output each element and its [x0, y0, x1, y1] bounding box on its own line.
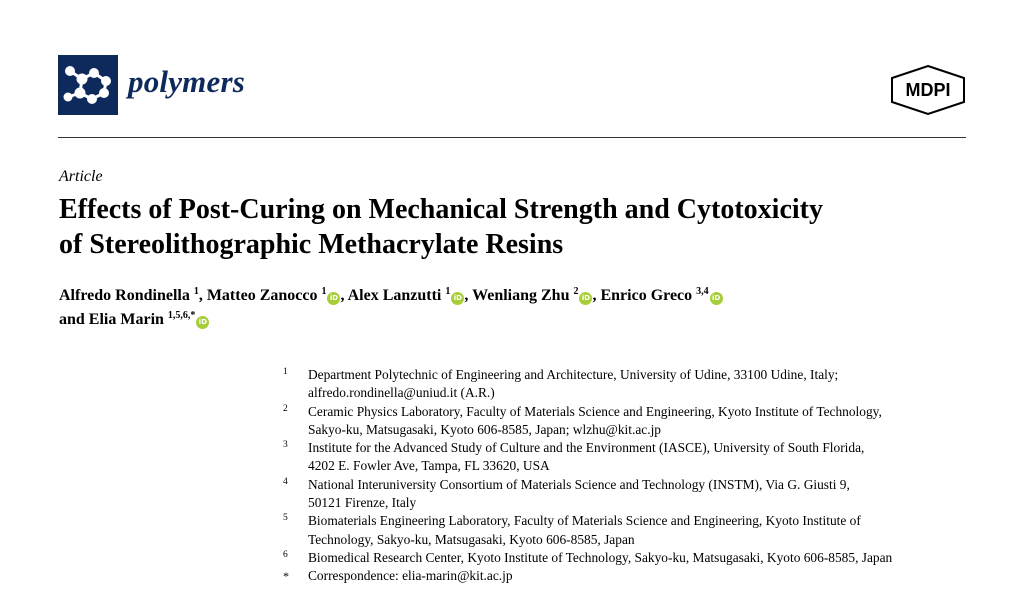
affiliation-number: 2: [283, 403, 288, 414]
author-affiliation-ref: 1,5,6,*: [167, 310, 196, 321]
author-name: Alfredo Rondinella: [59, 287, 190, 304]
orcid-icon[interactable]: iD: [196, 316, 209, 329]
journal-header: [58, 52, 966, 122]
affiliation-number: 6: [283, 549, 288, 560]
title-line-2: of Stereolithographic Methacrylate Resins: [59, 229, 564, 260]
author-affiliation-ref: 1: [193, 286, 199, 297]
orcid-icon[interactable]: iD: [327, 292, 340, 305]
journal-name: polymers: [128, 64, 245, 99]
affiliation-item: 3 Institute for the Advanced Study of Culture and the Environment (IASCE), University of South Florida, 4202 E. Fowler Ave, Tampa, FL 33620, USA: [283, 439, 973, 476]
author-affiliation-ref: 1: [445, 286, 451, 297]
title-line-1: Effects of Post-Curing on Mechanical Strength and Cytotoxicity: [59, 194, 823, 225]
correspondence-mark: *: [283, 569, 289, 584]
author-name: Elia Marin: [88, 311, 164, 328]
affiliation-item: 6 Biomedical Research Center, Kyoto Institute of Technology, Sakyo-ku, Matsugasaki, Kyoto 606-8585, Japan: [283, 549, 973, 567]
author-affiliation-ref: 2: [573, 286, 579, 297]
mdpi-logo-icon: [890, 65, 966, 115]
affiliation-item: 5 Biomaterials Engineering Laboratory, Faculty of Materials Science and Engineering, Kyoto Institute of Technology, Sakyo-ku, Matsugasaki, Kyoto 606-8585, Japan: [283, 512, 973, 549]
author-conjunction: and: [59, 311, 89, 328]
orcid-icon[interactable]: iD: [451, 292, 464, 305]
author-affiliation-ref: 1: [321, 286, 327, 297]
author-name: Enrico Greco: [600, 287, 693, 304]
correspondence-item: [283, 567, 973, 585]
affiliation-list: [283, 366, 973, 586]
affiliation-number: 4: [283, 476, 288, 487]
author-email[interactable]: alfredo.rondinella@uniud.it (A.R.): [308, 385, 495, 401]
orcid-icon[interactable]: iD: [710, 292, 723, 305]
affiliation-number: 5: [283, 513, 288, 524]
affiliation-item: 2 Ceramic Physics Laboratory, Faculty of Materials Science and Engineering, Kyoto Institute of Technology, Sakyo-ku, Matsugasaki, Kyoto 606-8585, Japan; wlzhu@kit.ac.jp: [283, 403, 973, 440]
orcid-icon[interactable]: iD: [579, 292, 592, 305]
article-title: [59, 192, 969, 262]
author-list: Alfredo Rondinella $^1$, Matteo Zanocco $^1$iD , Alex Lanzutti $^1$iD , Wenliang Zhu $^2$iD , Enrico Greco $^{3,4}$iD and Elia Marin $^{1,5,6,*}$iD: [59, 284, 959, 332]
author-name: Alex Lanzutti: [347, 287, 442, 304]
author-affiliation-ref: 3,4: [696, 286, 709, 297]
affiliation-number: 3: [283, 440, 288, 451]
publisher-name: MDPI: [905, 80, 951, 100]
author-name: Matteo Zanocco: [206, 287, 318, 304]
polymers-logo-icon: [58, 55, 118, 115]
author-name: Wenliang Zhu: [472, 287, 570, 304]
header-divider: [58, 137, 966, 138]
affiliation-item: 4 National Interuniversity Consortium of Materials Science and Technology (INSTM), Via G. Giusti 9, 50121 Firenze, Italy: [283, 476, 973, 513]
correspondence-email[interactable]: Correspondence: elia-marin@kit.ac.jp: [308, 568, 513, 584]
article-type: Article: [59, 168, 103, 185]
affiliation-item: 1 Department Polytechnic of Engineering and Architecture, University of Udine, 33100 Udine, Italy; alfredo.rondinella@uniud.it (A.R.): [283, 366, 973, 403]
affiliation-number: 1: [283, 367, 288, 377]
